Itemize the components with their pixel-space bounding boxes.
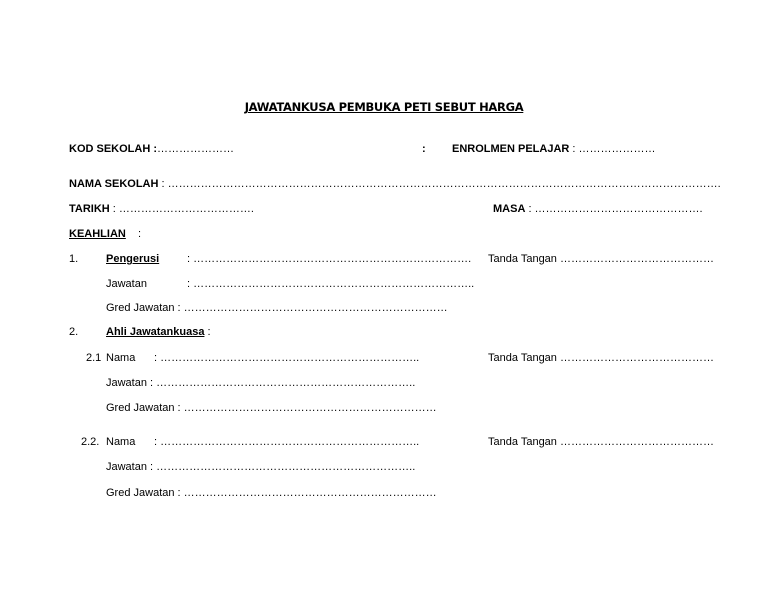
pengerusi-jawatan-label: Jawatan [106,278,147,290]
ahli-1-jawatan: Jawatan : …………………………………………………………….. [106,377,416,389]
nama-sekolah-row [69,178,721,191]
ahli-heading [106,326,211,339]
masa-row [493,203,703,216]
ahli-label: Ahli Jawatankuasa [106,326,205,338]
ahli-1-nama-dots: : …………………………………………………………….. [154,352,420,364]
nama-sekolah-label: NAMA SEKOLAH [69,178,159,190]
masa-label: MASA [493,203,526,215]
ahli-2-nama-label: Nama [106,436,136,448]
enrolmen-colon: : [422,143,426,155]
pengerusi-label: Pengerusi [106,253,160,265]
pengerusi-gred-jawatan: Gred Jawatan : ……………………………………………………………… [106,302,448,314]
kod-sekolah-label: KOD SEKOLAH : [69,143,157,155]
ahli-2-gred-jawatan: Gred Jawatan : …………………………………………………………… [106,487,437,499]
ahli-1-nama-label: Nama [106,352,136,364]
ahli-2-jawatan: Jawatan : …………………………………………………………….. [106,461,416,473]
ahli-2-number: 2.2. [81,436,100,448]
keahlian-colon: : [138,228,142,240]
document-title: JAWATANKUSA PEMBUKA PETI SEBUT HARGA [244,100,524,114]
ahli-2-tanda-tangan: Tanda Tangan …………………………………… [488,436,714,448]
enrolmen-sep: : [569,143,579,155]
ahli-number: 2. [69,326,79,338]
kod-sekolah-dots: ………………… [157,143,234,155]
ahli-1-gred-jawatan: Gred Jawatan : …………………………………………………………… [106,402,437,414]
nama-sekolah-dots: : ……………………………………………………………………………………………………………………………………. [158,178,721,190]
enrolmen-row [452,143,656,156]
pengerusi-tanda-tangan: Tanda Tangan …………………………………… [488,253,714,265]
pengerusi-jawatan-dots: : ………………………………………………………………….. [187,278,475,290]
tarikh-label: TARIKH [69,203,110,215]
kod-sekolah-row [69,143,234,156]
ahli-1-tanda-tangan: Tanda Tangan …………………………………… [488,352,714,364]
pengerusi-number: 1. [69,253,79,265]
ahli-1-number: 2.1 [86,352,102,364]
masa-dots: : ………………………………………. [525,203,703,215]
tarikh-dots: : ………………………………. [109,203,254,215]
tarikh-row [69,203,254,216]
pengerusi-dots: : …………………………………………………………………. [187,253,472,265]
enrolmen-label: ENROLMEN PELAJAR [452,143,570,155]
ahli-2-nama-dots: : …………………………………………………………….. [154,436,420,448]
enrolmen-dots: ………………… [578,143,656,155]
keahlian-label: KEAHLIAN [69,228,126,240]
ahli-colon: : [204,326,211,338]
